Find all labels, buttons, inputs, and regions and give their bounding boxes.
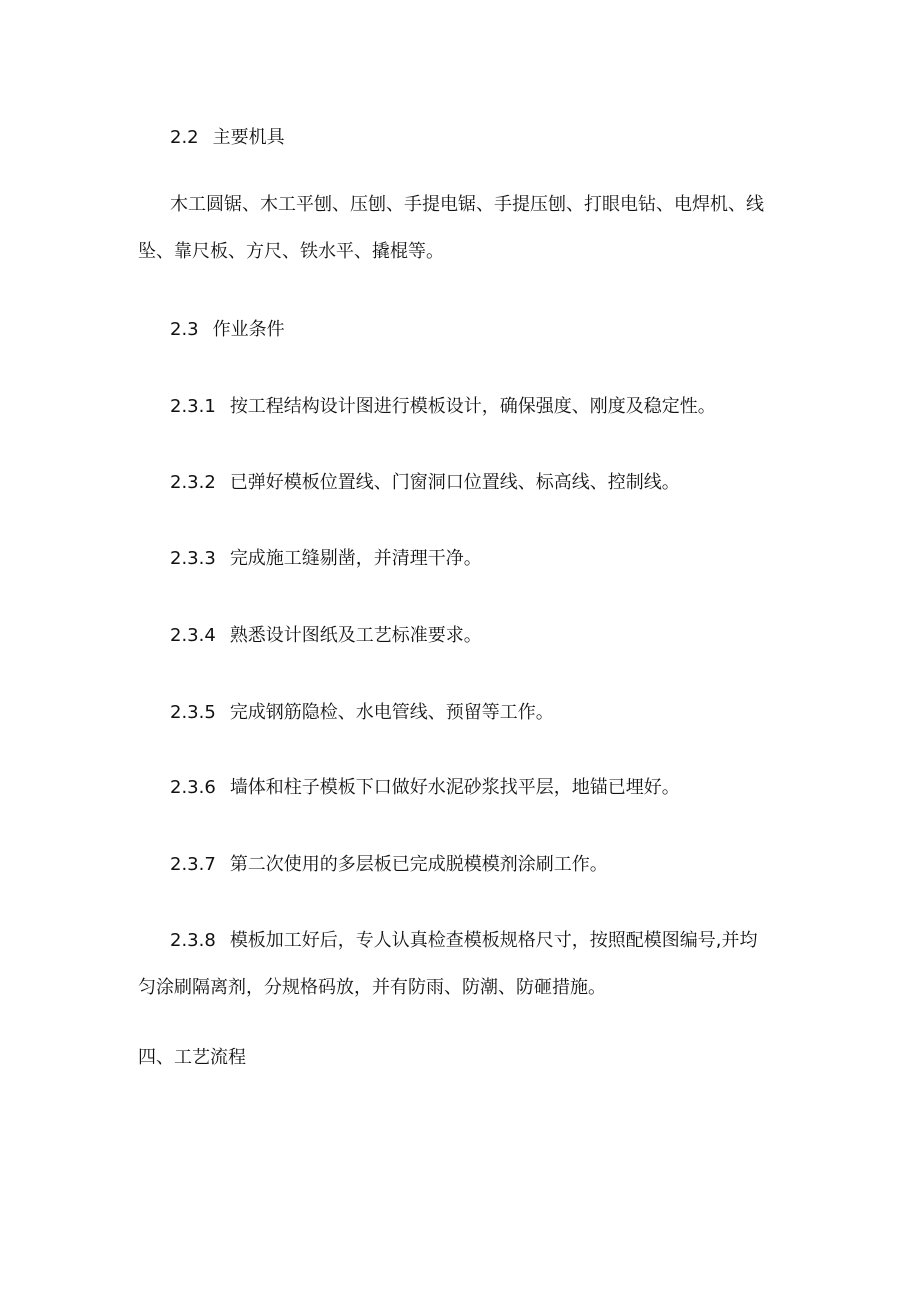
item-text: 第二次使用的多层板已完成脱模模剂涂刷工作。	[229, 854, 608, 875]
item-number: 2.3.2	[170, 472, 216, 493]
item-number: 2.3.4	[170, 625, 216, 646]
item-number: 2.3.6	[170, 777, 216, 798]
section-number: 2.3	[170, 319, 199, 340]
paragraph-tools-line-2: 坠、靠尺板、方尺、铁水平、撬棍等。	[138, 241, 444, 262]
item-text: 墙体和柱子模板下口做好水泥砂浆找平层，地锚已埋好。	[229, 777, 680, 798]
item-text: 已弹好模板位置线、门窗洞口位置线、标高线、控制线。	[229, 472, 680, 493]
list-item-2-3-1	[170, 396, 716, 418]
list-item-2-3-8	[170, 930, 758, 952]
item-text: 熟悉设计图纸及工艺标准要求。	[229, 625, 482, 646]
section-heading-2-3	[170, 319, 285, 341]
list-item-2-3-6	[170, 777, 680, 799]
list-item-2-3-3	[170, 548, 482, 570]
item-text: 完成钢筋隐检、水电管线、预留等工作。	[229, 702, 554, 723]
item-text: 模板加工好后，专人认真检查模板规格尺寸，按照配模图编号,并均	[229, 930, 758, 951]
paragraph-tools-line-1: 木工圆锯、木工平刨、压刨、手提电锯、手提压刨、打眼电钻、电焊机、线	[170, 194, 764, 215]
item-number: 2.3.8	[170, 930, 216, 951]
section-title: 主要机具	[212, 127, 285, 148]
list-item-2-3-8-continuation: 匀涂刷隔离剂，分规格码放，并有防雨、防潮、防砸措施。	[138, 977, 606, 998]
item-number: 2.3.5	[170, 702, 216, 723]
section-title: 作业条件	[212, 319, 285, 340]
item-number: 2.3.1	[170, 396, 216, 417]
list-item-2-3-7	[170, 854, 608, 876]
section-number: 2.2	[170, 127, 199, 148]
list-item-2-3-5	[170, 702, 554, 724]
list-item-2-3-2	[170, 472, 680, 494]
section-heading-2-2	[170, 127, 285, 149]
item-text: 按工程结构设计图进行模板设计，确保强度、刚度及稳定性。	[229, 396, 716, 417]
item-text: 完成施工缝剔凿，并清理干净。	[229, 548, 482, 569]
item-number: 2.3.3	[170, 548, 216, 569]
chapter-heading-4: 四、工艺流程	[138, 1047, 246, 1068]
item-number: 2.3.7	[170, 854, 216, 875]
list-item-2-3-4	[170, 625, 482, 647]
